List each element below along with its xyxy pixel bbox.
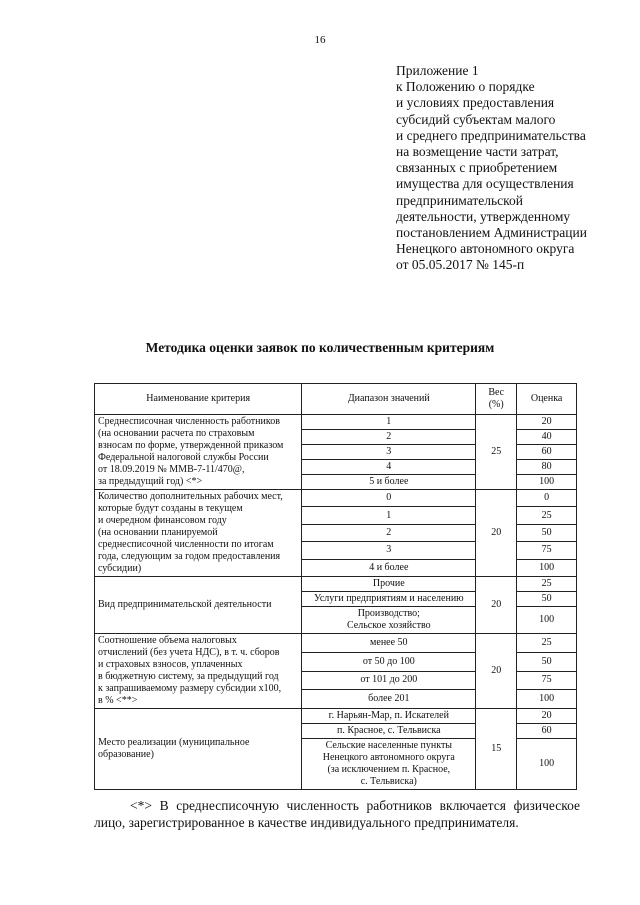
header-score: Оценка	[517, 384, 577, 415]
criterion-name-line: года, следующим за годом предоставления	[98, 551, 281, 562]
range-value: Прочие	[302, 577, 476, 592]
score-value: 100	[517, 739, 577, 790]
score-value: 100	[517, 690, 577, 709]
appendix-line: на возмещение части затрат,	[396, 144, 559, 160]
weight-value: 15	[476, 709, 517, 790]
score-value: 60	[517, 724, 577, 739]
weight-value: 20	[476, 634, 517, 709]
document-heading: Методика оценки заявок по количественным критериям	[145, 340, 495, 355]
criterion-name-line: (на основании расчета по страховым	[98, 428, 255, 439]
criterion-name-line: образование)	[98, 749, 154, 760]
weight-value: 20	[476, 490, 517, 577]
appendix-line: имущества для осуществления	[396, 176, 574, 192]
criterion-name-line: в бюджетную систему, за предыдущий год	[98, 671, 279, 682]
criterion-name-line: от 18.09.2019 № ММВ-7-11/470@,	[98, 464, 245, 475]
criteria-table	[94, 383, 577, 790]
score-value: 60	[517, 445, 577, 460]
criterion-name-line: Среднесписочная численность работников	[98, 416, 280, 427]
range-value: Сельские населенные пункты Ненецкого автономного округа (за исключением п. Красное, с. Тельвиска)	[302, 739, 476, 790]
criterion-name-line: за предыдущий год) <*>	[98, 476, 203, 487]
appendix-line: Приложение 1	[396, 63, 479, 78]
score-value: 25	[517, 634, 577, 653]
score-value: 0	[517, 490, 577, 507]
range-value: Услуги предприятиям и населению	[302, 592, 476, 607]
range-value: 1	[302, 507, 476, 524]
criterion-name-line: Место реализации (муниципальное	[98, 737, 250, 748]
range-value: 4	[302, 460, 476, 475]
criterion-name-line: Количество дополнительных рабочих мест,	[98, 491, 283, 502]
criterion-name	[95, 709, 302, 790]
criterion-name-line: Федеральной налоговой службы России	[98, 452, 269, 463]
appendix-block	[396, 63, 587, 274]
criterion-name-line: в % <**>	[98, 695, 138, 706]
score-value: 20	[517, 415, 577, 430]
header-name: Наименование критерия	[95, 384, 302, 415]
score-value: 80	[517, 460, 577, 475]
score-value: 40	[517, 430, 577, 445]
score-value: 25	[517, 577, 577, 592]
score-value: 50	[517, 524, 577, 541]
footnote-line-2: лицо, зарегистрированное в качестве индивидуального предпринимателя.	[94, 815, 519, 830]
table-row	[95, 577, 577, 592]
criterion-name-line: к запрашиваемому размеру субсидии х100,	[98, 683, 282, 694]
header-weight: Вес (%)	[476, 384, 517, 415]
criterion-name	[95, 490, 302, 577]
appendix-line: к Положению о порядке	[396, 79, 535, 95]
footnote	[94, 797, 580, 831]
criterion-name-line: субсидии)	[98, 563, 142, 574]
score-value: 75	[517, 542, 577, 559]
score-value: 75	[517, 671, 577, 690]
range-value: более 201	[302, 690, 476, 709]
footnote-line-1: <*> В среднесписочную численность работников включается физическое	[130, 798, 580, 813]
range-value: 0	[302, 490, 476, 507]
criterion-name-line: Вид предпринимательской деятельности	[98, 599, 272, 610]
table-row	[95, 490, 577, 507]
range-value: от 101 до 200	[302, 671, 476, 690]
appendix-line: и условиях предоставления	[396, 95, 555, 111]
criterion-name-line: и очередном финансовом году	[98, 515, 227, 526]
criterion-name-line: отчислений (без учета НДС), в т. ч. сборов	[98, 647, 280, 658]
table-row	[95, 709, 577, 724]
appendix-line: связанных с приобретением	[396, 160, 558, 176]
score-value: 100	[517, 607, 577, 634]
appendix-line: постановлением Администрации	[396, 225, 587, 241]
score-value: 25	[517, 507, 577, 524]
weight-value: 20	[476, 577, 517, 634]
range-value: 3	[302, 445, 476, 460]
appendix-line: субсидий субъектам малого	[396, 111, 556, 127]
page-number: 16	[314, 34, 326, 46]
range-value: 4 и более	[302, 559, 476, 576]
appendix-line: деятельности, утвержденному	[396, 208, 571, 224]
range-value: 2	[302, 430, 476, 445]
range-value: п. Красное, с. Тельвиска	[302, 724, 476, 739]
criterion-name	[95, 415, 302, 490]
range-value: г. Нарьян-Мар, п. Искателей	[302, 709, 476, 724]
header-range: Диапазон значений	[302, 384, 476, 415]
criterion-name-line: взносам по форме, утвержденной приказом	[98, 440, 284, 451]
criterion-name-line: которые будут созданы в текущем	[98, 503, 243, 514]
table-row	[95, 634, 577, 653]
score-value: 50	[517, 592, 577, 607]
criterion-name	[95, 634, 302, 709]
weight-value: 25	[476, 415, 517, 490]
appendix-line: от 05.05.2017 № 145-п	[396, 257, 525, 273]
score-value: 100	[517, 475, 577, 490]
range-value: Производство; Сельское хозяйство	[302, 607, 476, 634]
range-value: от 50 до 100	[302, 652, 476, 671]
table-row	[95, 415, 577, 430]
criterion-name-line: и страховых взносов, уплаченных	[98, 659, 243, 670]
appendix-line: и среднего предпринимательства	[396, 127, 586, 143]
table-header-row	[95, 384, 577, 415]
score-value: 20	[517, 709, 577, 724]
range-value: менее 50	[302, 634, 476, 653]
criterion-name	[95, 577, 302, 634]
range-value: 1	[302, 415, 476, 430]
range-value: 3	[302, 542, 476, 559]
score-value: 50	[517, 652, 577, 671]
criterion-name-line: среднесписочной численности по итогам	[98, 539, 274, 550]
appendix-line: Ненецкого автономного округа	[396, 241, 575, 257]
range-value: 5 и более	[302, 475, 476, 490]
criterion-name-line: (на основании планируемой	[98, 527, 218, 538]
appendix-line: предпринимательской	[396, 192, 524, 208]
criterion-name-line: Соотношение объема налоговых	[98, 635, 237, 646]
score-value: 100	[517, 559, 577, 576]
range-value: 2	[302, 524, 476, 541]
